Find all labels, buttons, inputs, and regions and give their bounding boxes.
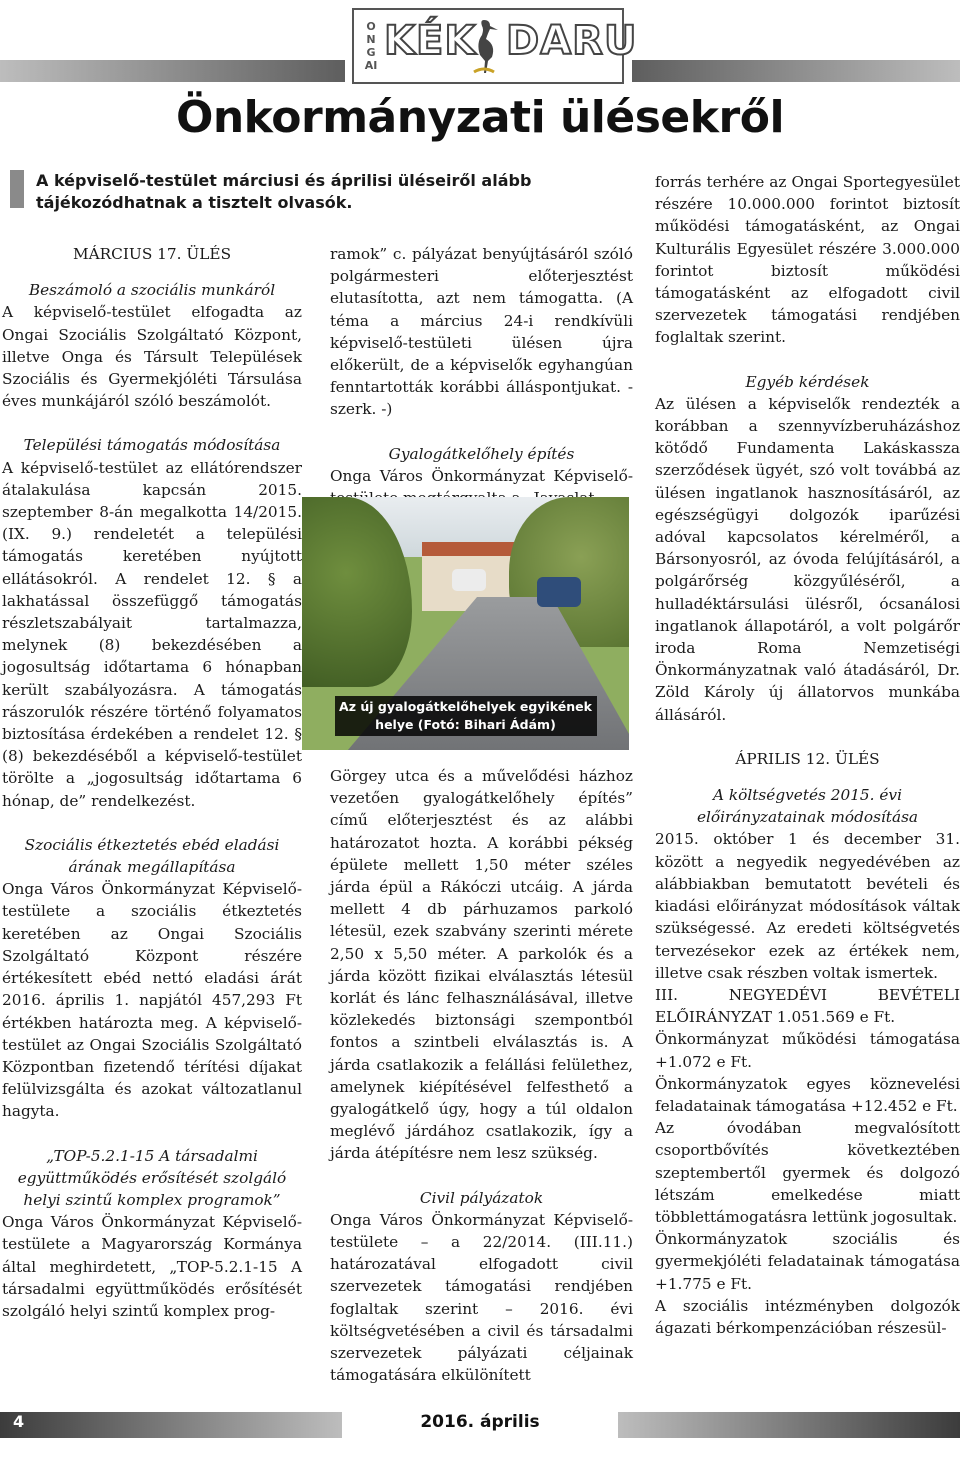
paragraph: A szociális intézményben dolgozók ágazati bérkompenzációban részesül- [655, 1296, 960, 1337]
paragraph: A képviselő-testület elfogadta az Ongai Szociális Szolgáltató Központ, illetve Onga és Társult Települések Szociális és Gyermekjóléti Társulása éves munkájáról szóló beszámolót. [2, 303, 302, 411]
subheading: A költségvetés 2015. évi előirányzatainak módosítása [696, 786, 919, 827]
column-1 [2, 243, 302, 1322]
subheading: Egyéb kérdések [745, 372, 870, 391]
masthead-logo [352, 8, 638, 84]
paragraph: Az óvodában megvalósított csoportbővítés következtében szeptembertől gyermek és dolgozó létszám emelkedése miatt többlettámogatásra lettünk jogosultak. [655, 1119, 960, 1226]
paragraph: Görgey utca és a művelődési házhoz vezetően gyalogátkelőhely építés” című előterjesztést és az alábbi határozatot hozta. A korábbi pékség épülete mellett 1,50 méter széles járda épül a Rákóczi utcáig. A járda mellett 4 db párhuzamos parkoló létesül, ezek szabvány szerinti mérete 2,50 x 5,50 méter. A parkolók és a járda között fizikai elválasztás létesül korlát és lánc felhasználásával, illetve közlekedés biztonsági szempontból fontos a szintbeli elválasztás is. A járda csatlakozik a felállási felülethez, amelynek kiépítésével felfesthető a gyalogátkelő úgy, hogy a túl oldalon meglévő járdához csatlakozik, így a járda átépítésre nem lesz szükség. [330, 767, 633, 1163]
subheading: Civil pályázatok [419, 1188, 544, 1207]
lead-marker [10, 170, 24, 208]
subheading: Szociális étkeztetés ebéd eladási árának megállapítása [24, 835, 280, 877]
logo-daru-text: DARU [506, 18, 638, 64]
paragraph: Onga Város Önkormányzat Képviselő-testülete – a 22/2014. (III.11.) határozatával elfogadott civil szervezetek támogatási rendjében foglaltak szerint – 2016. évi költségvetésében a civil és társadalmi szervezetek pályázati céljainak támogatására elkülönített [330, 1210, 633, 1385]
paragraph: Önkormányzatok szociális és gyermekjóléti feladatainak támogatása +1.775 e Ft. [655, 1230, 960, 1293]
paragraph: Onga Város Önkormányzat Képviselő-testülete a szociális étkeztetés keretében az Ongai Szociális Szolgáltató Központ részére értékesített ebéd nettó eladási árát 2016. április 1. napjától 457,293 Ft értékben határozta meg. A képviselő-testület az Ongai Szociális Szolgáltató Központban fizetendő térítési díjakat felülvizsgálta és azokat változatlanul hagyta. [2, 880, 302, 1121]
paragraph: forrás terhére az Ongai Sportegyesület részére 10.000.000 forintot biztosít működési támogatásként, az Ongai Kulturális Egyesület részére 3.000.000 forintot biztosít működési támogatásként az elfogadott civil szervezetek támogatási rendjében foglaltak szerint. [655, 173, 960, 347]
photo-caption: Az új gyalogátkelőhelyek egyikének helye (Fotó: Bihari Ádám) [335, 696, 597, 736]
page-number: 4 [13, 1412, 25, 1431]
header-band-right [632, 60, 960, 82]
paragraph: 2015. október 1 és december 31. között a negyedik negyedévében az alábbiakban bemutatott bevételi és kiadási előirányzat módosítások váltak szükségessé. Az eredeti költségvetés tervezésekor ezek az értékek nem, illetve csak részben voltak ismertek. [655, 830, 960, 982]
column-3 [655, 171, 960, 1339]
footer-band-left [0, 1412, 342, 1438]
subheading: „TOP-5.2.1-15 A társadalmi együttműködés erősítését szolgáló helyi szintű komplex programok” [17, 1146, 287, 1209]
section-heading-march: MÁRCIUS 17. ÜLÉS [72, 245, 232, 263]
logo-onga-text: ONGAI [364, 20, 378, 72]
paragraph: Onga Város Önkormányzat Képviselő- [330, 466, 633, 485]
subheading: Gyalogátkelőhely építés [388, 444, 575, 463]
column-2-top [330, 243, 633, 509]
footer-band-right [618, 1412, 960, 1438]
paragraph: Onga Város Önkormányzat Képviselő-testülete a Magyarország Kormánya által meghirdetett, „TOP-5.2.1-15 A társadalmi együttműködés erősítését szolgáló helyi szintű komplex prog- [2, 1213, 302, 1320]
page-title: Önkormányzati ülésekről [175, 92, 785, 143]
column-2-bottom [330, 765, 633, 1386]
paragraph: ramok” c. pályázat benyújtásáról szóló polgármesteri előterjesztést elutasította, azt nem támogatta. (A téma a március 24-i rendkívüli képviselő-testületi ülésen újra előkerült, de a képviselők egyhangúan fenntartották korábbi álláspontjukat. - szerk. -) [330, 245, 633, 419]
paragraph: A képviselő-testület az ellátórendszer átalakulása kapcsán 2015. szeptember 8-án megalkotta 14/2015. (IX. 9.) rendeletét a települési támogatás keretében nyújtott ellátásokról. A rendelet 12. § a lakhatással összefüggő támogatás részletszabályait tartalmazza, melynek (8) bekezdésében a jogosultság időtartama 6 hónapban került szabályozásra. A támogatás rászorulók részére történő folyamatos biztosítása érdekében a rendelet 12. § (8) bekezdéséből a képviselő-testület törölte a „jogosultság időtartama 6 hónap, de” rendelkezést. [2, 458, 302, 810]
logo-kek-text: KÉK [384, 18, 477, 64]
paragraph: Önkormányzat működési támogatása +1.072 e Ft. [655, 1030, 960, 1071]
paragraph: III. NEGYEDÉVI BEVÉTELI ELŐIRÁNYZAT 1.051.569 e Ft. [655, 985, 960, 1027]
paragraph: Az ülésen a képviselők rendezték a korábban a szennyvízberuházáshoz kötődő Fundamenta Lakáskassza szerződések ügyét, szó volt továbbá az ülésen ingatlanok hasznosításáról, az egészségügyi dolgozók iparűzési adóval kapcsolatos kérelméről, a Bársonyosról, az óvoda felújításáról, a polgárőrség közgyűléséről, a hulladéktársulási ülésről, ócsanálosi ingatlanok állapotáról, a volt polgárőr iroda Roma Nemzetiségi Önkormányzatnak való átadásáról, Dr. Zöld Károly új állatorvos munkába állásáról. [655, 394, 960, 724]
subheading: Beszámoló a szociális munkáról [28, 281, 276, 300]
paragraph: Önkormányzatok egyes köznevelési feladatainak támogatása +12.452 e Ft. [655, 1074, 960, 1115]
issue-date: 2016. április [420, 1412, 540, 1432]
article-photo [302, 497, 629, 750]
crane-icon [466, 16, 502, 78]
header-band-left [0, 60, 345, 82]
subheading: Települési támogatás módosítása [23, 436, 281, 455]
lead-paragraph: A képviselő-testület márciusi és áprilisi üléseiről alább tájékozódhatnak a tisztelt olvasók. [36, 171, 532, 212]
section-heading-april: ÁPRILIS 12. ÜLÉS [735, 749, 880, 768]
